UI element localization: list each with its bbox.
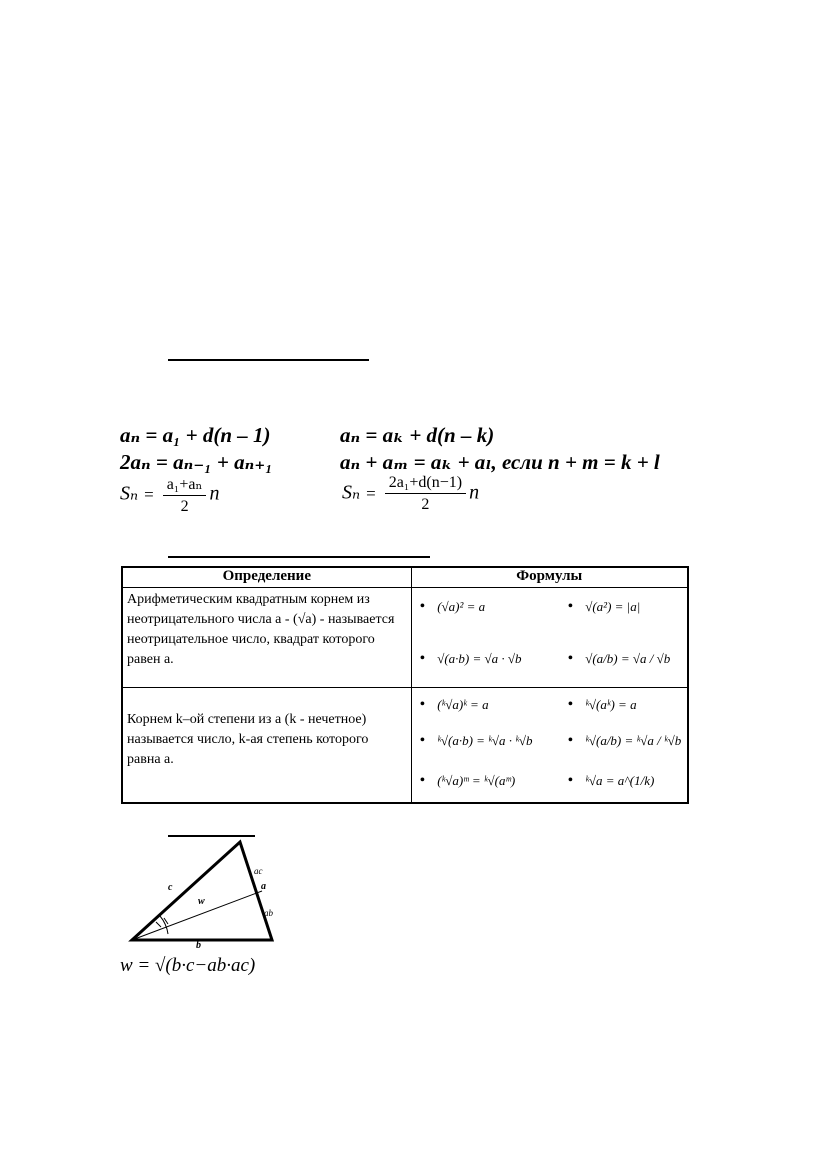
triangle-shape [132, 842, 272, 940]
formula-item: • ᵏ√(aᵏ) = a [567, 696, 637, 713]
section-heading-line-1 [168, 359, 369, 361]
bisector-line [132, 891, 262, 940]
formula-item: • √(a²) = |a| [567, 598, 641, 615]
section-heading-line-2 [168, 556, 430, 558]
roots-table [121, 566, 689, 804]
label-b: b [196, 940, 201, 951]
label-ac: ac [254, 866, 263, 876]
label-c: c [168, 882, 173, 893]
formulas-kth-root [411, 688, 688, 804]
header-definition: Определение [122, 567, 411, 588]
table-row [122, 588, 688, 688]
label-a: a [261, 881, 266, 892]
formula-sum-1: Sₙ = $\frac{\text{a₁+aₙ}}{2}$ n [120, 476, 220, 515]
formula-nth-term-k: aₙ = aₖ + d(n – k) [340, 423, 495, 447]
triangle-diagram [120, 836, 290, 956]
label-w: w [198, 896, 205, 907]
formula-item: • √(a·b) = √a · √b [419, 650, 522, 667]
formula-item: • (ᵏ√a)ᵏ = a [419, 696, 489, 713]
formula-item: • ᵏ√(a/b) = ᵏ√a / ᵏ√b [567, 732, 682, 749]
angle-tick [156, 922, 161, 927]
definition-kth-root: Корнем k–ой степени из a (k - нечетное) называется число, k-ая степень которого равна a. [122, 688, 411, 804]
formula-middle-term: 2aₙ = aₙ₋₁ + aₙ₊₁ [120, 450, 273, 474]
formulas-square-root [411, 588, 688, 688]
formula-item: • ᵏ√a = a^(1/k) [567, 772, 655, 789]
formula-sum-indices: aₙ + aₘ = aₖ + aₗ, если n + m = k + l [340, 450, 660, 474]
formula-item: • (ᵏ√a)ᵐ = ᵏ√(aᵐ) [419, 772, 516, 789]
table-header-row [122, 567, 688, 588]
formula-nth-term: aₙ = a₁ + d(n – 1) [120, 423, 271, 447]
bisector-formula: w = √(b·c−ab·ac) [120, 955, 256, 976]
formula-item: • √(a/b) = √a / √b [567, 650, 671, 667]
formula-sum-2: Sₙ = $\frac{\text{2a₁+d(n−1)}}{2}$ n [342, 474, 480, 513]
header-formulas: Формулы [411, 567, 688, 588]
label-ab: ab [264, 908, 273, 918]
formula-item: • ᵏ√(a·b) = ᵏ√a · ᵏ√b [419, 732, 533, 749]
formula-item: • (√a)² = a [419, 598, 486, 615]
definition-square-root: Арифметическим квадратным корнем из неотрицательного числа a - (√a) - называется неотрицательное число, квадрат которого равен a. [122, 588, 411, 688]
table-row [122, 688, 688, 804]
